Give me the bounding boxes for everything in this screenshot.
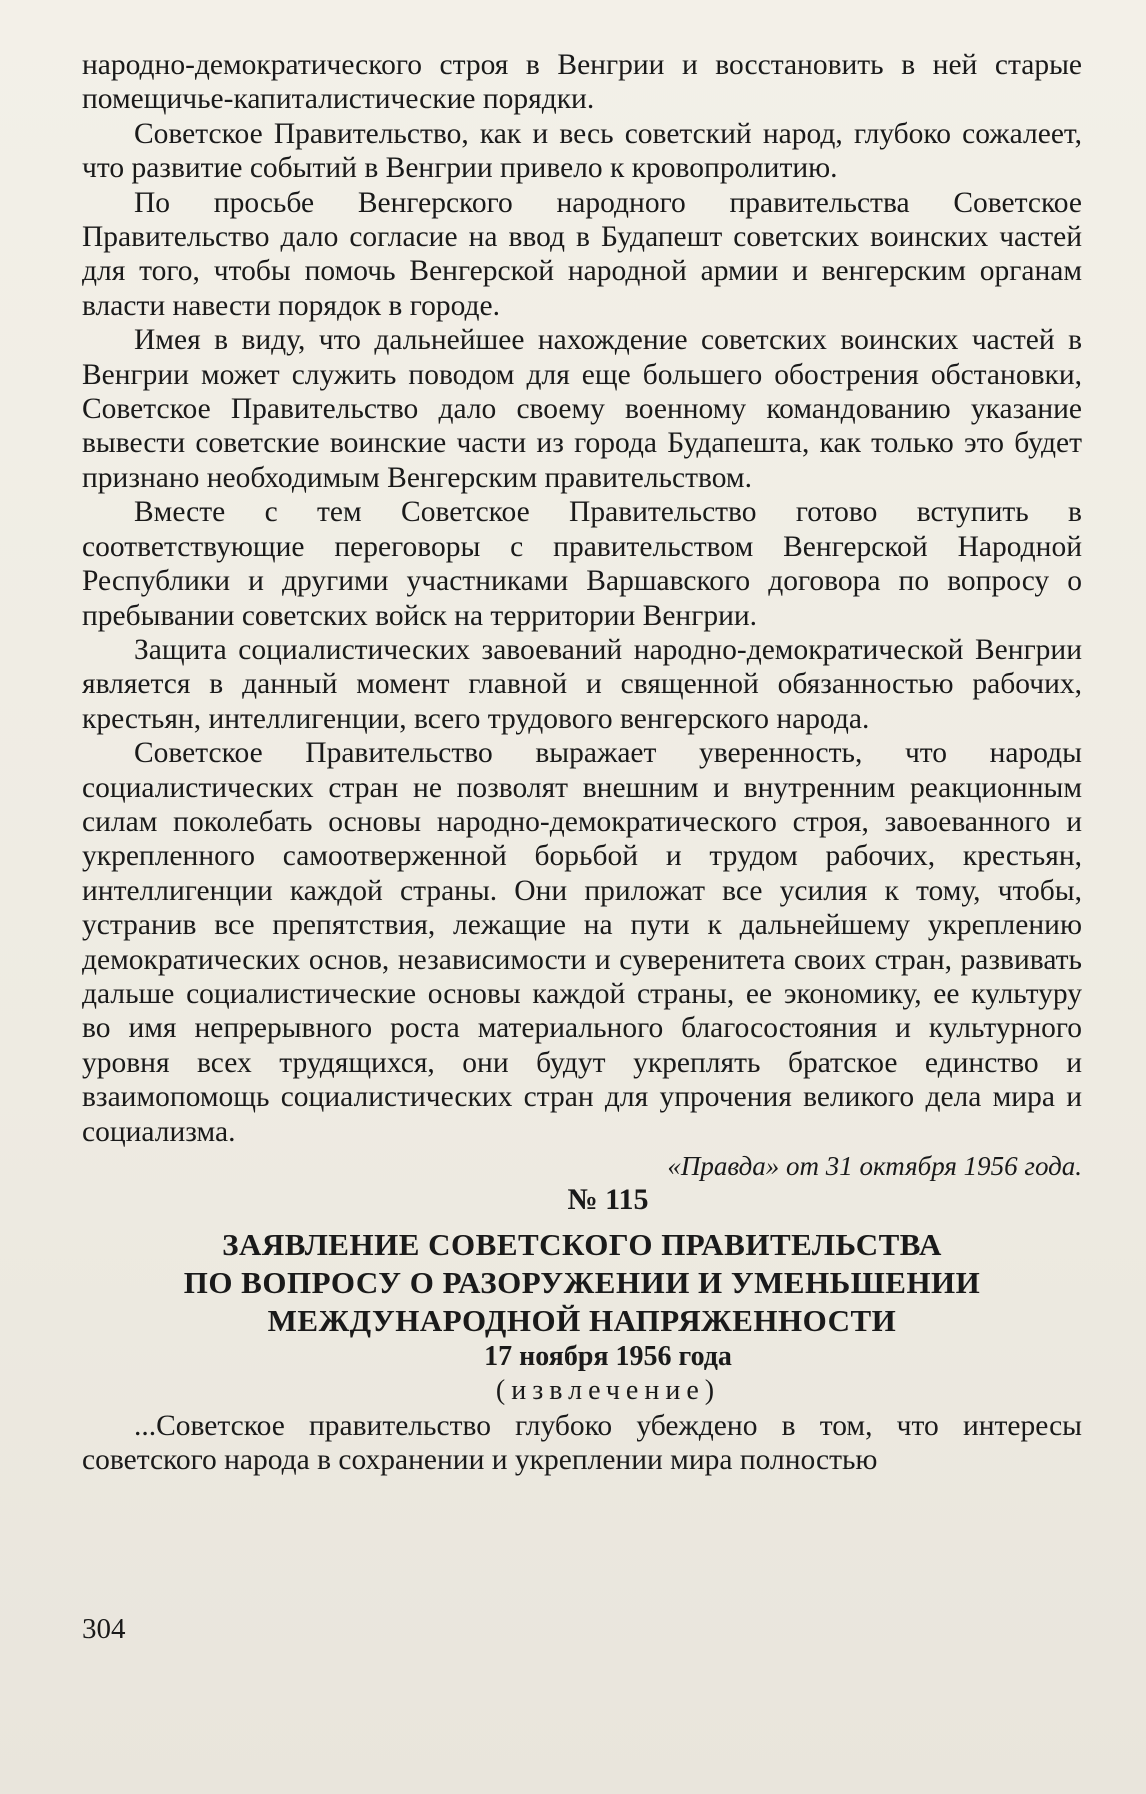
source-citation: «Правда» от 31 октября 1956 года. bbox=[667, 1151, 1082, 1181]
page-number: 304 bbox=[82, 1613, 126, 1645]
paragraph-6: Защита социалистических завоеваний народно-демократической Венгрии является в данный момент главной и священной обязанностью рабочих, крестьян, интеллигенции, всего трудового венгерского народа. bbox=[82, 633, 1082, 735]
title-line-3: МЕЖДУНАРОДНОЙ НАПРЯЖЕННОСТИ bbox=[267, 1302, 897, 1338]
document-number: № 115 bbox=[567, 1183, 649, 1217]
paragraph-2: Советское Правительство, как и весь советский народ, глубоко сожалеет, что развитие событий в Венгрии привело к кровопролитию. bbox=[82, 117, 1082, 185]
paragraph-3: По просьбе Венгерского народного правительства Советское Правительство дало согласие на ввод в Будапешт советских воинских частей для того, чтобы помочь Венгерской народной армии и венгерским органам власти навести порядок в городе. bbox=[82, 186, 1082, 322]
paragraph-1: народно-демократического строя в Венгрии и восстановить в ней старые помещичье-капиталистические порядки. bbox=[82, 49, 1082, 116]
document-date: 17 ноября 1956 года bbox=[484, 1340, 732, 1372]
title-line-1: ЗАЯВЛЕНИЕ СОВЕТСКОГО ПРАВИТЕЛЬСТВА bbox=[222, 1226, 942, 1262]
paragraph-4: Имея в виду, что дальнейшее нахождение советских воинских частей в Венгрии может служить поводом для еще большего обострения обстановки, Советское Правительство дало своему военному командованию указание вывести советские воинские части из города Будапешта, как только это будет признано необходимым Венгерским правительством. bbox=[82, 324, 1082, 494]
document-title bbox=[82, 1226, 1082, 1340]
paragraph-7: Советское Правительство выражает уверенность, что народы социалистических стран не позволят внешним и внутренним реакционным силам поколебать основы народно-демократического строя, завоеванного и укрепленного самоотверженной борьбой и трудом рабочих, крестьян, интеллигенции каждой страны. Они приложат все усилия к тому, чтобы, устранив все препятствия, лежащие на пути к дальнейшему укреплению демократических основ, независимости и суверенитета своих стран, развивать дальше социалистические основы каждой страны, ее экономику, ее культуру во имя непрерывного роста материального благосостояния и культурного уровня всех трудящихся, они будут укреплять братское единство и взаимопомощь социалистических стран для упрочения великого дела мира и социализма. bbox=[82, 737, 1082, 1148]
paragraph-5: Вместе с тем Советское Правительство готово вступить в соответствующие переговоры с правительством Венгерской Народной Республики и другими участниками Варшавского договора по вопросу о пребывании советских войск на территории Венгрии. bbox=[82, 496, 1082, 632]
extract-label: (извлечение) bbox=[495, 1375, 721, 1407]
page-text bbox=[82, 48, 1082, 1477]
title-line-2: ПО ВОПРОСУ О РАЗОРУЖЕНИИ И УМЕНЬШЕНИИ bbox=[183, 1264, 981, 1300]
document-first-paragraph: ...Советское правительство глубоко убеждено в том, что интересы советского народа в сохранении и укреплении мира полностью bbox=[82, 1409, 1082, 1477]
